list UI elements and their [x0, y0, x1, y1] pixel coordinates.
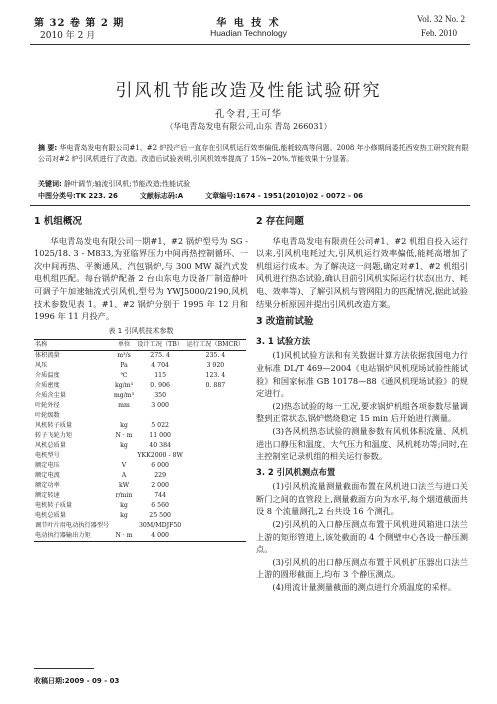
table-row [34, 511, 246, 521]
date-cn: 2010 年 2 月 [40, 31, 96, 41]
table-cell: 350 [154, 392, 167, 400]
left-column [34, 212, 248, 542]
table-cell [113, 411, 136, 421]
table-row [34, 471, 246, 481]
table-1-caption: 表 1 引风机技术参数 [108, 326, 174, 335]
table-cell: 电动执行器输出力矩 [34, 531, 113, 542]
table-row [34, 401, 246, 411]
table-cell: 2 000 [151, 482, 169, 490]
table-row [34, 411, 246, 421]
keywords [38, 179, 470, 189]
table-cell: kW [118, 482, 130, 490]
table-cell: 4 704 [151, 362, 169, 370]
footnote-rule [34, 668, 94, 669]
table-header-cell: 运行工况（BMCR） [185, 340, 246, 351]
table-cell: 介质含尘量 [35, 392, 66, 400]
section-3-heading: 3 改造前试验 [256, 316, 314, 328]
section-2-paragraph: 华电青岛发电有限责任公司#1、#2 机组自投入运行以来,引风机电耗过大,引风机运行效率偏低,能耗高增加了机组运行成本。为了解决这一问题,确定对#1、#2 机组引风机进行热态试验,确认目前引风机实际运行状态(出力、耗电、效率等)、了解引风机与管网阻力的匹配情况,据此试验结果分析原因并提出引风机改造方案。 [256, 235, 468, 309]
table-cell [185, 441, 246, 451]
journal-name-en: Huadian Technology [210, 28, 287, 38]
right-column [256, 212, 468, 594]
table-cell: 额定转速 [35, 492, 60, 500]
table-cell: 风压 [35, 362, 48, 370]
table-cell: 叶轮外径 [35, 402, 60, 410]
volume-issue-en: Vol. 32 No. 2 [416, 14, 465, 24]
table-cell: kg [120, 422, 128, 430]
paragraph-3-2-4: (4)用流计量测量截面的测点进行介质温度的采样。 [272, 582, 456, 593]
table-cell: N · m [115, 432, 133, 440]
affiliation: （华电青岛发电有限公司,山东 青岛 266031） [165, 122, 332, 131]
table-cell: 额定电流 [35, 472, 60, 480]
volume-issue-cn: 第 32 卷 第 2 期 [34, 18, 125, 29]
table-cell: 11 000 [149, 432, 171, 440]
table-cell: 额定电压 [35, 462, 60, 470]
classification-line [38, 191, 470, 201]
authors: 孔令君,王可华 [214, 109, 283, 120]
table-cell [185, 521, 246, 531]
table-header-cell: 设计工况（TB） [136, 340, 185, 351]
table-cell [185, 421, 246, 431]
table-cell: r/min [115, 492, 133, 500]
table-cell [185, 501, 246, 511]
journal-name-cn: 华 电 技 术 [216, 18, 281, 29]
abstract-text: 华电青岛发电有限公司#1、#2 炉投产后一直存在引风机运行效率偏低,能耗较高等问题。2008 年小修期间委托西安热工研究院有限公司对#2 炉引风机进行了改造。改造后试验表明,引风机效率提高了 15%~20%,节能效果十分显著。 [38, 144, 469, 163]
table-cell: 额定功率 [35, 482, 60, 490]
table-cell: kg [120, 512, 128, 520]
table-cell: 3 920 [206, 362, 225, 370]
table-cell: 40 384 [149, 442, 171, 450]
table-cell [185, 461, 246, 471]
table-row [34, 451, 246, 461]
document-code: 文献标志码:A [139, 192, 184, 200]
subsection-3-2-heading: 3. 2 引风机测点布置 [256, 466, 336, 477]
table-cell: 0. 906 [150, 382, 170, 390]
table-cell: V [121, 462, 127, 470]
abstract-label: 摘 要: [38, 144, 58, 152]
table-cell: 25 500 [149, 512, 171, 520]
table-cell [185, 511, 246, 521]
table-cell: 30M/MDJF50 [139, 522, 182, 530]
table-cell: 电机型号 [35, 452, 60, 460]
table-cell: 235. 4 [205, 352, 226, 360]
received-date-text: 收稿日期:2009 - 09 - 03 [34, 677, 120, 685]
table-cell [185, 411, 246, 421]
received-date [34, 676, 119, 686]
table-cell: 744 [154, 492, 167, 500]
table-cell: 介质密度 [35, 382, 60, 390]
table-cell: 介质温度 [35, 372, 60, 380]
section-2-heading: 2 存在问题 [256, 216, 304, 227]
table-row [34, 491, 246, 501]
table-cell: kg [120, 502, 128, 510]
table-1 [34, 339, 246, 542]
keywords-label: 关键词: [38, 180, 62, 188]
table-row [34, 431, 246, 441]
table-cell: 电机转子质量 [35, 502, 73, 510]
table-cell: kg [120, 442, 128, 450]
paragraph-3-2-2: (2)引风机的入口静压测点布置于风机进风箱进口法兰上游的矩形管道上,该处截面的 4 个侧壁中心各设一静压测点。 [256, 519, 468, 555]
table-row [34, 531, 246, 542]
table-row [34, 481, 246, 491]
table-cell: 4 000 [136, 531, 185, 542]
table-cell: 6 560 [151, 502, 169, 510]
running-header [0, 0, 497, 44]
header-rule [30, 44, 470, 45]
table-row [34, 381, 246, 391]
table-cell: 3 000 [151, 402, 169, 410]
table-cell: 275. 4 [150, 352, 170, 360]
table-cell: 电机总质量 [35, 512, 66, 520]
table-cell: mm [118, 402, 130, 410]
table-header-cell: 名称 [34, 340, 113, 351]
table-cell: 123. 4 [205, 372, 226, 380]
section-1-paragraph: 华电青岛发电有限公司一期#1、#2 锅炉型号为 SG - 1025/18. 3 - M833,为亚临界压力中间再热控制循环、一次中间再热、平衡通风、汽包锅炉,与 300 MW 凝汽式发电机组匹配。每台锅炉配备 2 台山东电力设备厂制造静叶可调子午加速轴流式引风机,型号为 YWJ5000/2190,风机技术参数见表 1。#1、#2 锅炉分别于 1995 年 12 月和 1996 年 11 月投产。 [34, 235, 248, 322]
table-cell: N · m [113, 531, 136, 542]
table-cell [185, 391, 246, 401]
table-cell [185, 481, 246, 491]
table-cell [185, 471, 246, 481]
table-row [34, 441, 246, 451]
table-header-row [34, 340, 246, 351]
table-cell [113, 521, 136, 531]
table-cell: 6 000 [151, 462, 169, 470]
paragraph-3-2-1: (1)引风机流量测量截面布置在风机进口法兰与进口关断门之间的直管段上,测量截面方向为水平,每个烟道截面共设 8 个流量测孔,2 台共设 16 个测孔。 [256, 481, 468, 517]
table-cell: 转子飞轮力矩 [35, 432, 73, 440]
table-row [34, 421, 246, 431]
paragraph-3-1-3: (3)各风机热态试验的测量参数有风机体积流量、风机进出口静压和温度、大气压力和温度、风机耗功等;同时,在主控制室记录机组的相关运行参数。 [256, 425, 468, 462]
table-cell: 调节叶片用电动执行器型号 [35, 522, 110, 530]
table-cell [185, 531, 246, 542]
table-row [34, 361, 246, 371]
table-row [34, 391, 246, 401]
abstract-rule [30, 205, 470, 206]
table-cell: kg/m³ [114, 382, 134, 390]
table-cell: 0. 887 [205, 382, 226, 390]
paragraph-3-1-2: (2)热态试验的每一工况,要求锅炉机组各项参数尽量调整到正常状态,锅炉燃烧稳定 15 min 后开始进行测量。 [256, 400, 468, 424]
table-row [34, 501, 246, 511]
article-number: 文章编号:1674 - 1951(2010)02 - 0072 - 06 [205, 192, 364, 200]
table-cell: m³/s [117, 352, 131, 360]
table-row [34, 371, 246, 381]
table-row [34, 521, 246, 531]
table-cell: 叶轮级数 [35, 412, 60, 420]
abstract [38, 143, 470, 165]
clc-number: 中图分类号:TK 223. 26 [38, 192, 118, 200]
table-cell: A [121, 472, 127, 480]
table-cell: mg/m³ [113, 392, 135, 400]
table-header-cell: 单位 [113, 340, 136, 351]
paragraph-3-1-1: (1)风机试验方法和有关数据计算方法依据我国电力行业标准 DL/T 469—2004《电站锅炉风机现场试验性能试验》和国家标准 GB 10178—88《通风机现场试验》的规定进行。 [256, 350, 468, 399]
table-cell: 风机总质量 [35, 442, 66, 450]
table-cell [185, 401, 246, 411]
subsection-3-1-heading: 3. 1 试验方法 [256, 335, 311, 346]
table-cell: ℃ [120, 372, 128, 380]
table-cell [185, 491, 246, 501]
table-row [34, 461, 246, 471]
table-cell: YKK2000 - 8W [137, 452, 183, 460]
date-en: Feb. 2010 [421, 28, 457, 38]
table-cell: 5 022 [151, 422, 169, 430]
paper-title: 引风机节能改造及性能试验研究 [115, 81, 382, 101]
table-cell [113, 451, 136, 461]
table-cell: 风机转子质量 [35, 422, 73, 430]
table-cell [185, 451, 246, 461]
table-cell [136, 411, 185, 421]
keywords-text: 静叶调节;轴流引风机;节能改造;性能试验 [64, 180, 191, 188]
table-row [34, 351, 246, 362]
table-cell: 229 [154, 472, 167, 480]
table-cell [185, 431, 246, 441]
table-cell: 115 [154, 372, 167, 380]
table-cell: Pa [120, 362, 128, 370]
table-cell: 体积流量 [35, 352, 60, 360]
section-1-heading: 1 机组概况 [34, 216, 82, 227]
paragraph-3-2-3: (3)引风机的出口静压测点布置于风机扩压器出口法兰上游的圆形截面上,均布 3 个静压测点。 [256, 556, 468, 580]
